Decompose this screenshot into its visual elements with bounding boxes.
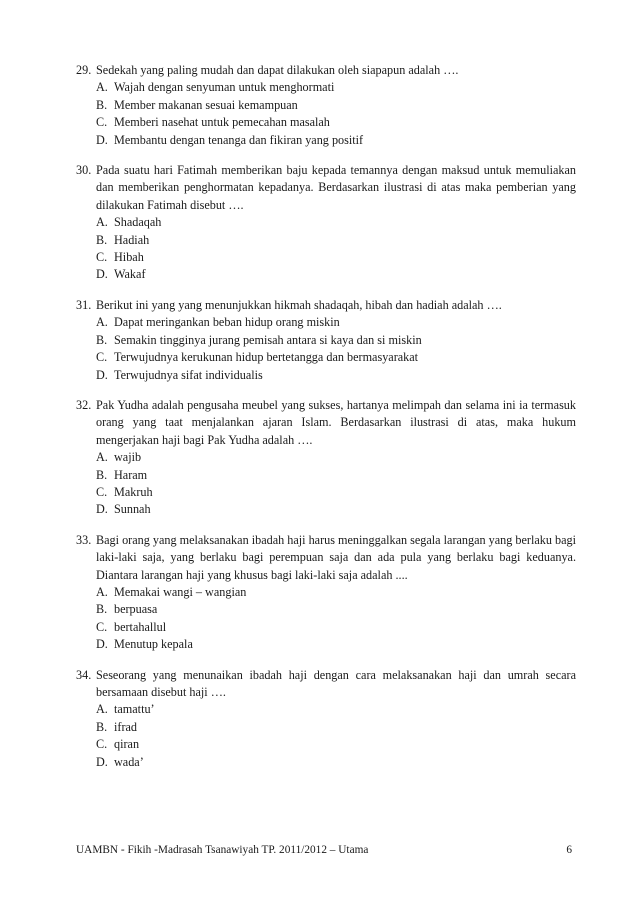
option-letter: D. <box>96 502 108 517</box>
question-30 <box>76 162 576 284</box>
option-letter: A. <box>96 584 108 599</box>
option-text: Memberi nasehat untuk pemecahan masalah <box>114 115 330 130</box>
option-b <box>96 97 576 114</box>
option-d <box>96 132 576 149</box>
option-text: wajib <box>114 450 142 465</box>
page-footer <box>76 843 572 857</box>
option-letter: C. <box>96 115 108 130</box>
question-text: Seseorang yang menunaikan ibadah haji dengan cara melaksanakan haji dan umrah secara bersamaan disebut haji …. <box>96 667 576 699</box>
option-c <box>96 249 576 266</box>
option-letter: C. <box>96 619 108 634</box>
option-letter: D. <box>96 754 108 769</box>
option-d <box>96 754 576 771</box>
question-text: Pak Yudha adalah pengusaha meubel yang sukses, hartanya melimpah dan selama ini ia termasuk orang yang taat menjalankan ajaran Islam. Berdasarkan ilustrasi di atas, maka hukum mengerjakan haji bagi Pak Yudha adalah …. <box>96 397 576 447</box>
option-letter: D. <box>96 267 108 282</box>
question-text: Pada suatu hari Fatimah memberikan baju kepada temannya dengan maksud untuk memuliakan dan memberikan penghormatan kepadanya. Berdasarkan ilustrasi di atas maka pemberian yang dilakukan Fatimah disebut …. <box>96 163 576 212</box>
question-text: Bagi orang yang melaksanakan ibadah haji harus meninggalkan segala larangan yang berlaku bagi laki-laki saja, yang berlaku bagi perempuan saja dan ada pula yang berlaku bagi keduanya. Diantara larangan haji yang khusus bagi laki-laki saja adalah .... <box>96 532 576 582</box>
option-d <box>96 501 576 518</box>
option-a <box>96 449 576 466</box>
option-letter: A. <box>96 215 108 230</box>
option-a <box>96 314 576 331</box>
option-d <box>96 367 576 384</box>
option-text: Hadiah <box>114 232 150 247</box>
question-list <box>76 62 576 784</box>
option-text: wada’ <box>114 754 144 769</box>
question-number: 33. <box>76 532 92 547</box>
option-a <box>96 79 576 96</box>
option-list <box>96 79 576 149</box>
option-letter: A. <box>96 450 108 465</box>
option-list <box>96 584 576 654</box>
option-d <box>96 266 576 283</box>
option-letter: C. <box>96 350 108 365</box>
option-b <box>96 332 576 349</box>
question-34 <box>76 667 576 771</box>
option-b <box>96 601 576 618</box>
option-text: ifrad <box>114 719 138 734</box>
option-a <box>96 214 576 231</box>
question-31 <box>76 297 576 384</box>
option-c <box>96 736 576 753</box>
option-d <box>96 636 576 653</box>
option-c <box>96 114 576 131</box>
question-number: 34. <box>76 667 92 682</box>
option-list <box>96 449 576 519</box>
option-letter: A. <box>96 702 108 717</box>
option-text: Wakaf <box>114 267 146 282</box>
option-text: Menutup kepala <box>114 637 193 652</box>
option-list <box>96 314 576 384</box>
option-text: berpuasa <box>114 602 158 617</box>
option-b <box>96 719 576 736</box>
option-text: Dapat meringankan beban hidup orang miskin <box>114 315 340 330</box>
option-text: bertahallul <box>114 619 167 634</box>
option-c <box>96 349 576 366</box>
option-letter: A. <box>96 315 108 330</box>
option-letter: D. <box>96 637 108 652</box>
question-number: 32. <box>76 397 92 412</box>
option-text: Memakai wangi – wangian <box>114 584 247 599</box>
option-text: Wajah dengan senyuman untuk menghormati <box>114 80 335 95</box>
option-text: Sunnah <box>114 502 151 517</box>
option-letter: D. <box>96 367 108 382</box>
option-letter: C. <box>96 737 108 752</box>
option-text: Member makanan sesuai kemampuan <box>114 97 298 112</box>
question-text: Sedekah yang paling mudah dan dapat dilakukan oleh siapapun adalah …. <box>96 63 459 77</box>
option-text: Shadaqah <box>114 215 162 230</box>
question-number: 31. <box>76 297 92 312</box>
option-letter: C. <box>96 250 108 265</box>
option-letter: B. <box>96 467 108 482</box>
question-number: 30. <box>76 163 92 178</box>
option-a <box>96 584 576 601</box>
option-c <box>96 619 576 636</box>
page-number: 6 <box>566 844 572 856</box>
option-c <box>96 484 576 501</box>
footer-exam-info: UAMBN - Fikih -Madrasah Tsanawiyah TP. 2011/2012 – Utama <box>76 844 369 856</box>
option-b <box>96 232 576 249</box>
question-32 <box>76 397 576 519</box>
option-text: Terwujudnya kerukunan hidup bertetangga dan bermasyarakat <box>114 350 419 365</box>
option-a <box>96 701 576 718</box>
option-text: qiran <box>114 737 140 752</box>
option-text: tamattu’ <box>114 702 155 717</box>
option-text: Membantu dengan tenanga dan fikiran yang positif <box>114 132 364 147</box>
option-letter: B. <box>96 719 108 734</box>
option-letter: B. <box>96 232 108 247</box>
option-letter: B. <box>96 332 108 347</box>
option-text: Hibah <box>114 250 144 265</box>
option-letter: A. <box>96 80 108 95</box>
question-text: Berikut ini yang yang menunjukkan hikmah shadaqah, hibah dan hadiah adalah …. <box>96 297 502 312</box>
option-list <box>96 214 576 284</box>
option-text: Terwujudnya sifat individualis <box>114 367 263 382</box>
option-letter: D. <box>96 132 108 147</box>
question-number: 29. <box>76 63 92 77</box>
option-letter: B. <box>96 602 108 617</box>
option-text: Semakin tingginya jurang pemisah antara si kaya dan si miskin <box>114 332 422 347</box>
option-b <box>96 467 576 484</box>
option-letter: B. <box>96 97 108 112</box>
question-33 <box>76 532 576 654</box>
option-list <box>96 701 576 771</box>
option-text: Makruh <box>114 484 153 499</box>
option-text: Haram <box>114 467 148 482</box>
question-29 <box>76 62 576 149</box>
option-letter: C. <box>96 484 108 499</box>
